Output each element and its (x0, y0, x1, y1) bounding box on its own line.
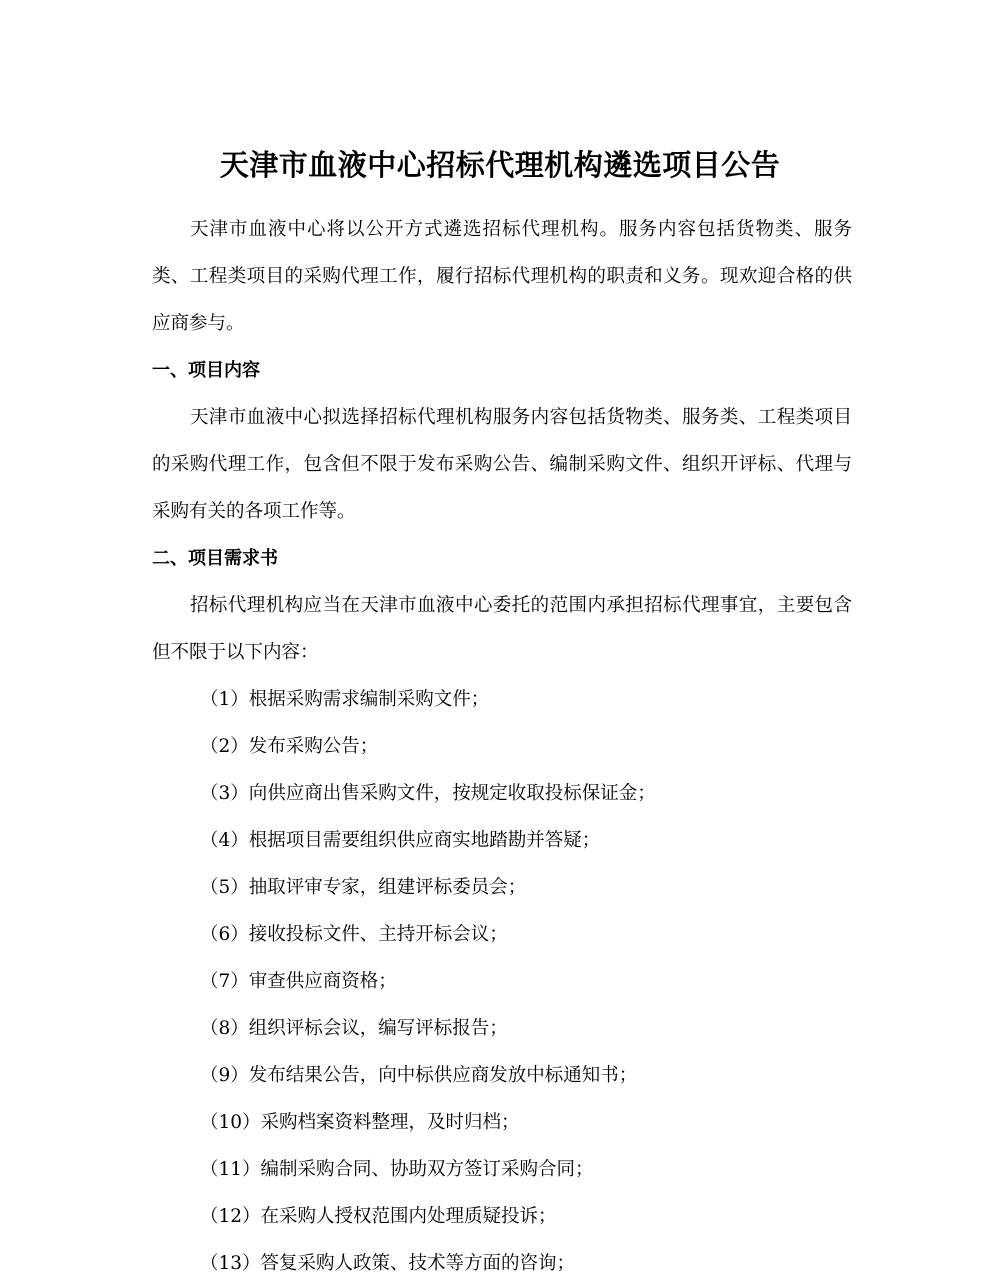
list-item: （4）根据项目需要组织供应商实地踏勘并答疑； (200, 830, 601, 851)
requirements-list (152, 676, 852, 1287)
document-body (152, 206, 852, 1287)
list-item: （11）编制采购合同、协助双方签订采购合同； (200, 1159, 594, 1180)
list-item: （2）发布采购公告； (200, 736, 379, 757)
requirements-paragraph: 招标代理机构应当在天津市血液中心委托的范围内承担招标代理事宜，主要包含但不限于以下内容： (152, 595, 852, 663)
intro-paragraph: 天津市血液中心将以公开方式遴选招标代理机构。服务内容包括货物类、服务类、工程类项目的采购代理工作，履行招标代理机构的职责和义务。现欢迎合格的供应商参与。 (152, 219, 852, 334)
list-item: （13）答复采购人政策、技术等方面的咨询； (200, 1253, 576, 1274)
list-item: （1）根据采购需求编制采购文件； (200, 689, 490, 710)
document-title: 天津市血液中心招标代理机构遴选项目公告 (219, 148, 781, 183)
list-item: （10）采购档案资料整理，及时归档； (200, 1112, 520, 1133)
section-heading-requirements: 二、项目需求书 (152, 548, 278, 569)
list-item: （3）向供应商出售采购文件，按规定收取投标保证金； (200, 783, 656, 804)
project-content-paragraph: 天津市血液中心拟选择招标代理机构服务内容包括货物类、服务类、工程类项目的采购代理工作，包含但不限于发布采购公告、编制采购文件、组织开评标、代理与采购有关的各项工作等。 (152, 407, 852, 522)
list-item: （8）组织评标会议，编写评标报告； (200, 1018, 508, 1039)
list-item: （12）在采购人授权范围内处理质疑投诉； (200, 1206, 557, 1227)
list-item: （5）抽取评审专家，组建评标委员会； (200, 877, 527, 898)
section-heading-project-content: 一、项目内容 (152, 360, 260, 381)
list-item: （7）审查供应商资格； (200, 971, 397, 992)
list-item: （9）发布结果公告，向中标供应商发放中标通知书； (200, 1065, 638, 1086)
list-item: （6）接收投标文件、主持开标会议； (200, 924, 508, 945)
